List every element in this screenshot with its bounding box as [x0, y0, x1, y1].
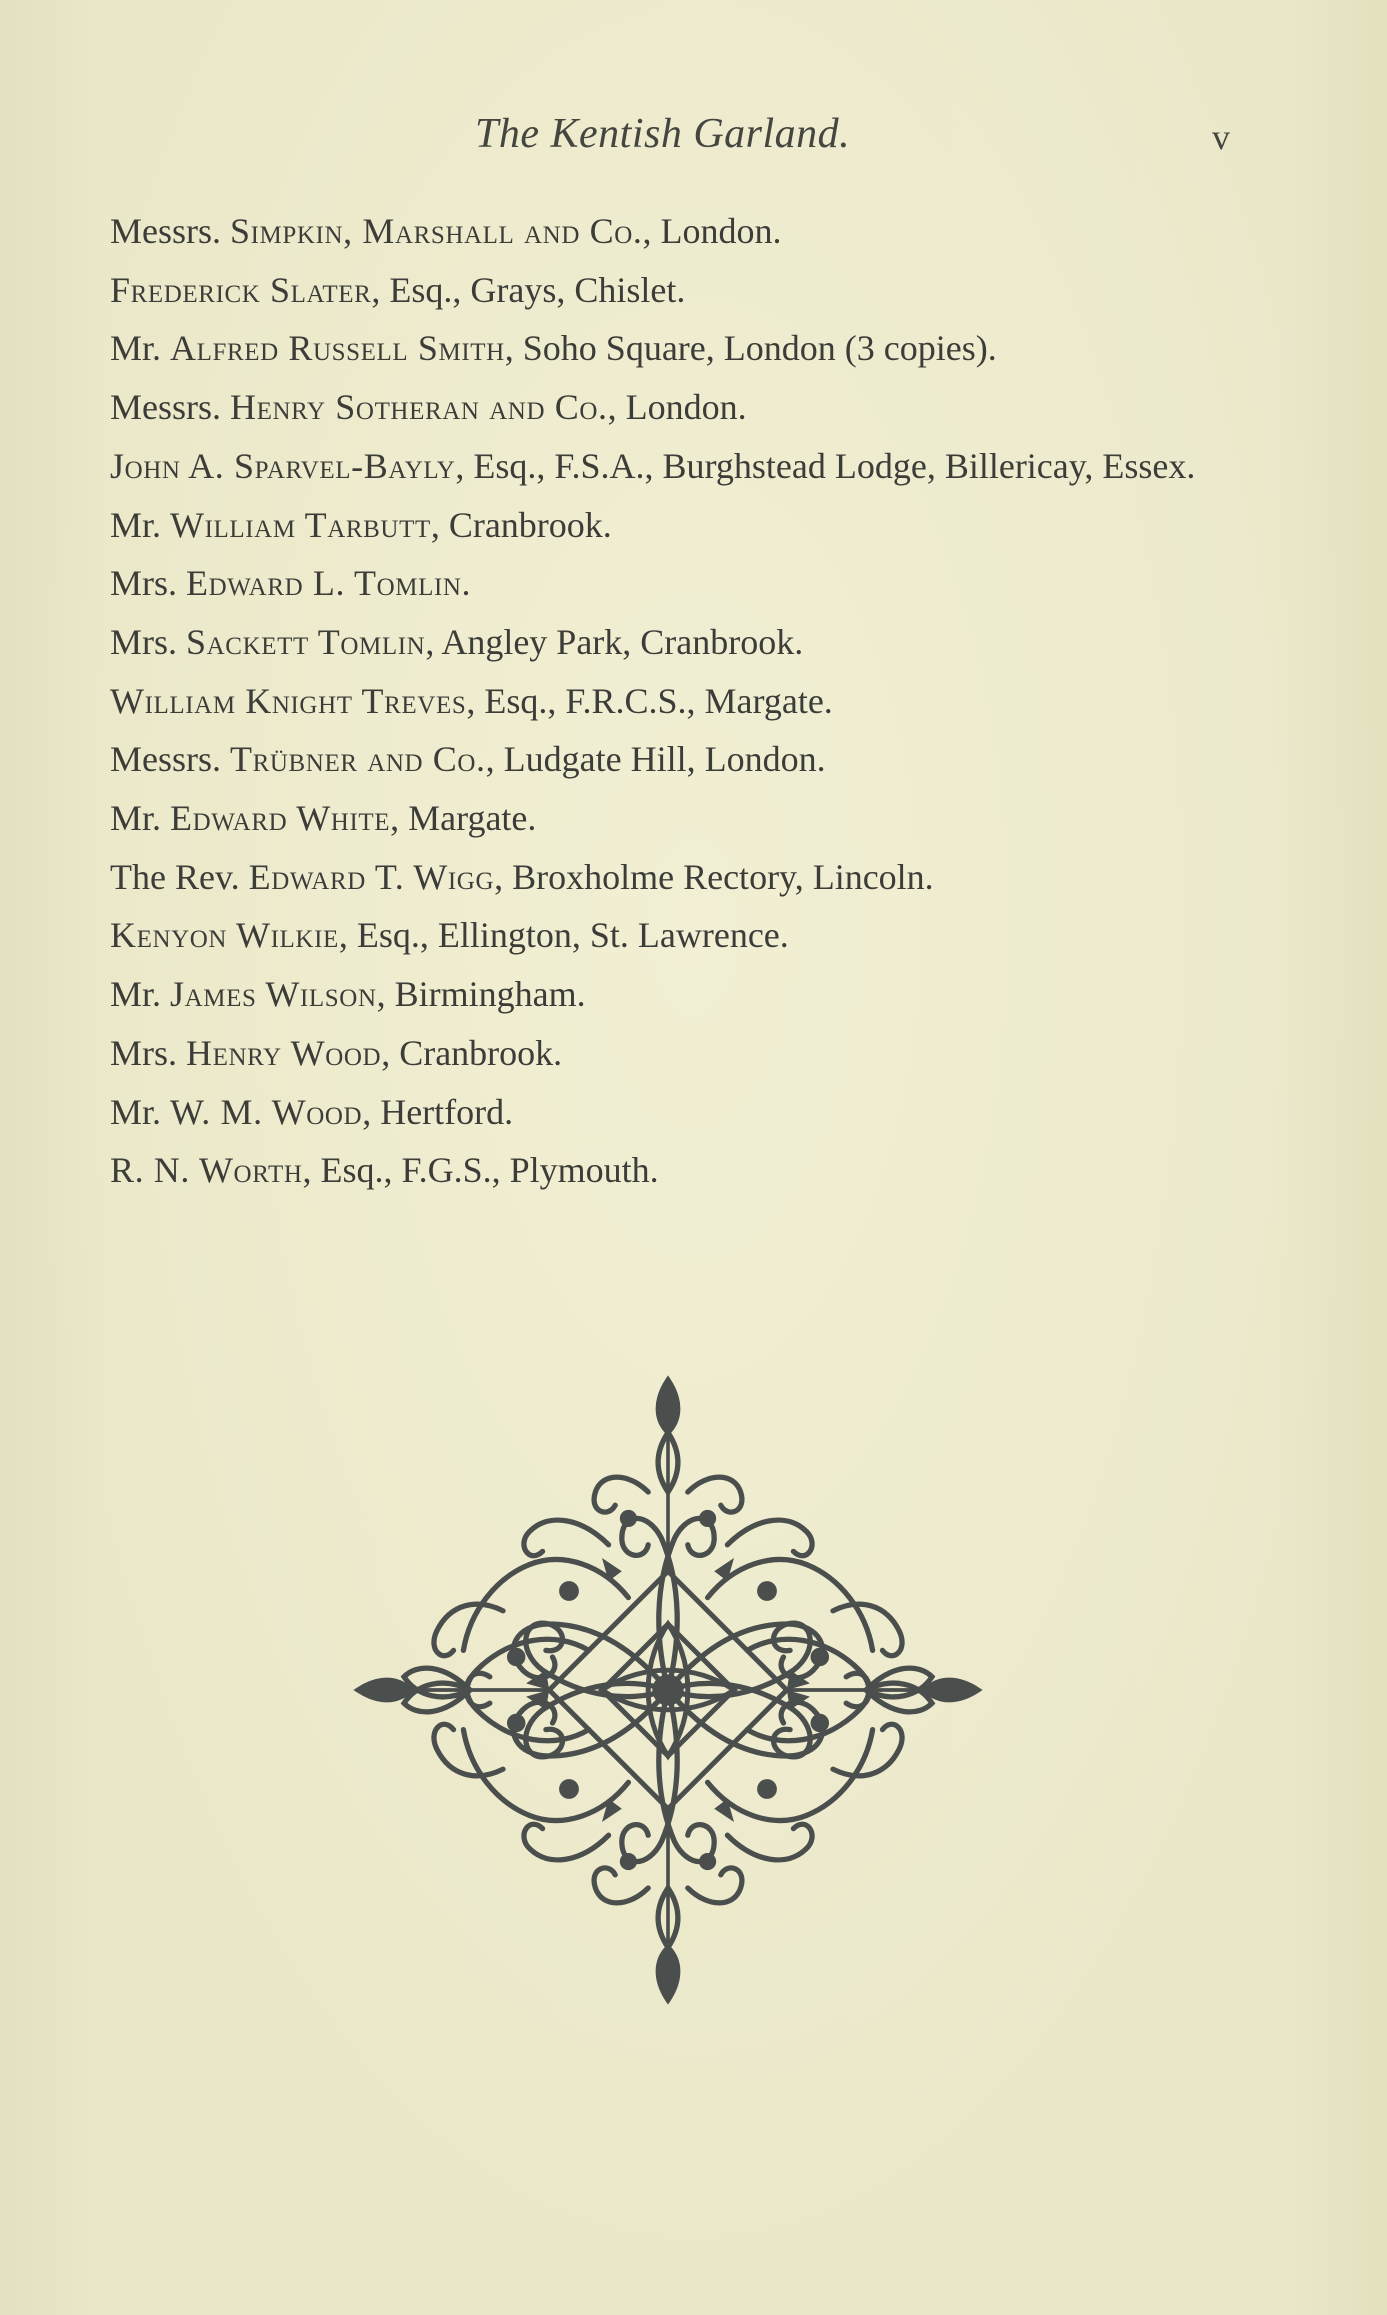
subscriber-prefix: Messrs.: [110, 739, 222, 780]
subscriber-entry: [110, 1083, 1250, 1142]
subscriber-entry: [110, 730, 1250, 789]
subscriber-details: , London.: [642, 211, 782, 251]
subscriber-name: Simpkin, Marshall and Co.: [230, 211, 643, 251]
ornament-centerpiece: [358, 1380, 978, 2000]
ornament-drawing: [338, 1355, 998, 2025]
subscriber-name: William Knight Treves: [110, 680, 467, 721]
subscriber-prefix: Mrs.: [110, 621, 178, 662]
subscriber-prefix: Messrs.: [110, 387, 222, 428]
subscriber-entry: [110, 1141, 1250, 1200]
subscriber-details: , London.: [607, 387, 747, 428]
subscriber-name: Frederick Slater: [110, 269, 372, 310]
subscriber-name: Henry Wood: [186, 1032, 382, 1073]
subscriber-list: [110, 202, 1250, 1200]
subscriber-name: Alfred Russell Smith: [170, 328, 505, 369]
subscriber-details: , Broxholme Rectory, Lincoln.: [494, 856, 934, 897]
subscriber-prefix: Messrs.: [110, 211, 222, 251]
subscriber-entry: [110, 848, 1250, 907]
subscriber-details: , Birmingham.: [376, 974, 586, 1015]
subscriber-prefix: The Rev.: [110, 856, 240, 897]
subscriber-entry: [110, 378, 1250, 437]
subscriber-name: W. M. Wood: [170, 1091, 363, 1132]
subscriber-name: R. N. Worth: [110, 1150, 303, 1191]
subscriber-entry: [110, 613, 1250, 672]
subscriber-name: James Wilson: [170, 974, 377, 1015]
subscriber-name: Henry Sotheran and Co.: [230, 387, 608, 428]
subscriber-details: , Esq., F.G.S., Plymouth.: [302, 1150, 659, 1191]
subscriber-details: , Cranbrook.: [381, 1032, 563, 1073]
subscriber-entry: [110, 554, 1250, 613]
subscriber-entry: [110, 319, 1250, 378]
subscriber-prefix: Mr.: [110, 328, 162, 369]
subscriber-prefix: Mrs.: [110, 1032, 178, 1073]
subscriber-entry: [110, 965, 1250, 1024]
subscriber-entry: [110, 672, 1250, 731]
diamond-flourish-ornament-icon: [338, 1355, 998, 2025]
subscriber-prefix: Mr.: [110, 798, 162, 839]
subscriber-name: Edward L. Tomlin.: [186, 563, 472, 604]
subscriber-name: Sackett Tomlin: [186, 621, 426, 662]
subscriber-name: Edward T. Wigg: [248, 856, 495, 897]
running-head: [0, 110, 1387, 170]
subscriber-name: Edward White: [170, 798, 391, 839]
subscriber-details: , Margate.: [390, 798, 537, 839]
page-number: v: [1212, 117, 1230, 157]
running-title: The Kentish Garland.: [475, 111, 851, 157]
subscriber-entry: [110, 261, 1250, 320]
subscriber-entry: [110, 906, 1250, 965]
subscriber-details: , Esq., Grays, Chislet.: [371, 269, 686, 310]
subscriber-details: , Cranbrook.: [430, 504, 612, 545]
subscriber-prefix: Mrs.: [110, 563, 178, 604]
subscriber-prefix: Mr.: [110, 504, 162, 545]
subscriber-entry: [110, 202, 1250, 261]
subscriber-details: , Esq., F.S.A., Burghstead Lodge, Billericay, Essex.: [455, 445, 1196, 486]
subscriber-details: , Soho Square, London (3 copies).: [504, 328, 997, 369]
subscriber-name: William Tarbutt: [170, 504, 431, 545]
subscriber-name: Trübner and Co.: [230, 739, 486, 780]
subscriber-details: , Hertford.: [362, 1091, 514, 1132]
subscriber-entry: [110, 496, 1250, 555]
subscriber-details: , Ludgate Hill, London.: [485, 739, 826, 780]
subscriber-prefix: Mr.: [110, 1091, 162, 1132]
subscriber-entry: [110, 437, 1250, 496]
subscriber-details: , Esq., Ellington, St. Lawrence.: [338, 915, 789, 956]
subscriber-entry: [110, 1024, 1250, 1083]
subscriber-details: , Esq., F.R.C.S., Margate.: [466, 680, 833, 721]
subscriber-details: , Angley Park, Cranbrook.: [425, 621, 804, 662]
subscriber-name: John A. Sparvel-Bayly: [110, 445, 456, 486]
subscriber-entry: [110, 789, 1250, 848]
subscriber-prefix: Mr.: [110, 974, 162, 1015]
subscriber-name: Kenyon Wilkie: [110, 915, 339, 956]
